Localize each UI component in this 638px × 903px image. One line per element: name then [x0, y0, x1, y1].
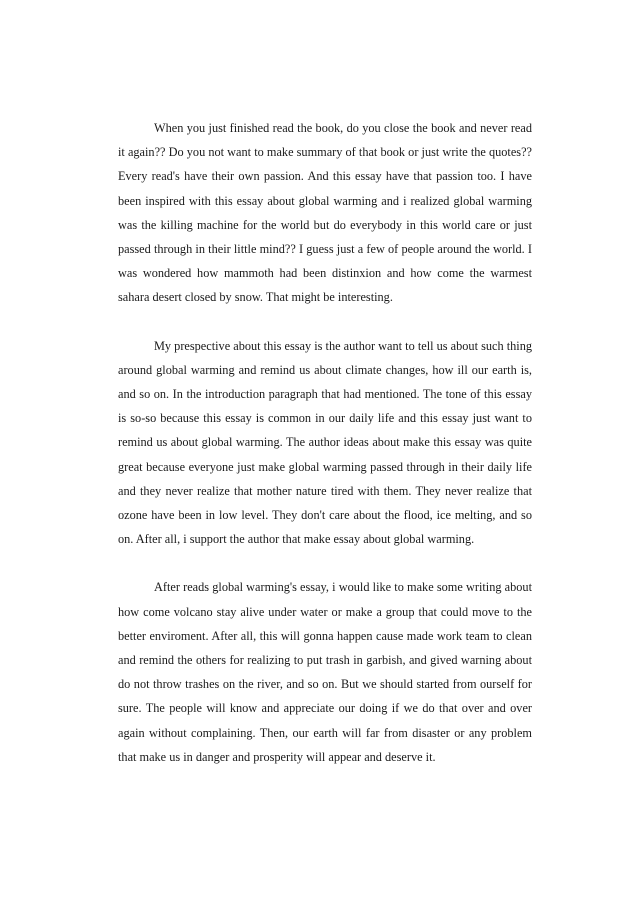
paragraph-perspective: My prespective about this essay is the author want to tell us about such thing around global warming and remind us about climate changes, how ill our earth is, and so on. In the introduction paragraph that had mentioned. The tone of this essay is so-so because this essay is common in our daily life and this essay just want to remind us about global warming. The author ideas about make this essay was quite great because everyone just make global warming passed through in their daily life and they never realize that mother nature tired with them. They never realize that ozone have been in low level. They don't care about the flood, ice melting, and so on. After all, i support the author that make essay about global warming.: [118, 338, 532, 547]
paragraph-introduction: When you just finished read the book, do you close the book and never read it again?? Do you not want to make summary of that book or just write the quotes?? Every read's have their own passion. And this essay have that passion too. I have been inspired with this essay about global warming and i realized global warming was the killing machine for the world but do everybody in this world care or just passed through in their little mind?? I guess just a few of people around the world. I was wondered how mammoth had been distinxion and how come the warmest sahara desert closed by snow. That might be interesting.: [118, 121, 532, 305]
essay-body: [118, 116, 532, 769]
paragraph-conclusion: After reads global warming's essay, i would like to make some writing about how come volcano stay alive under water or make a group that could move to the better enviroment. After all, this will gonna happen cause made work team to clean and remind the others for realizing to put trash in garbish, and gived warning about do not throw trashes on the river, and so on. But we should started from ourself for sure. The people will know and appreciate our doing if we do that over and over again without complaining. Then, our earth will far from disaster or any problem that make us in danger and prosperity will appear and deserve it.: [118, 580, 532, 764]
